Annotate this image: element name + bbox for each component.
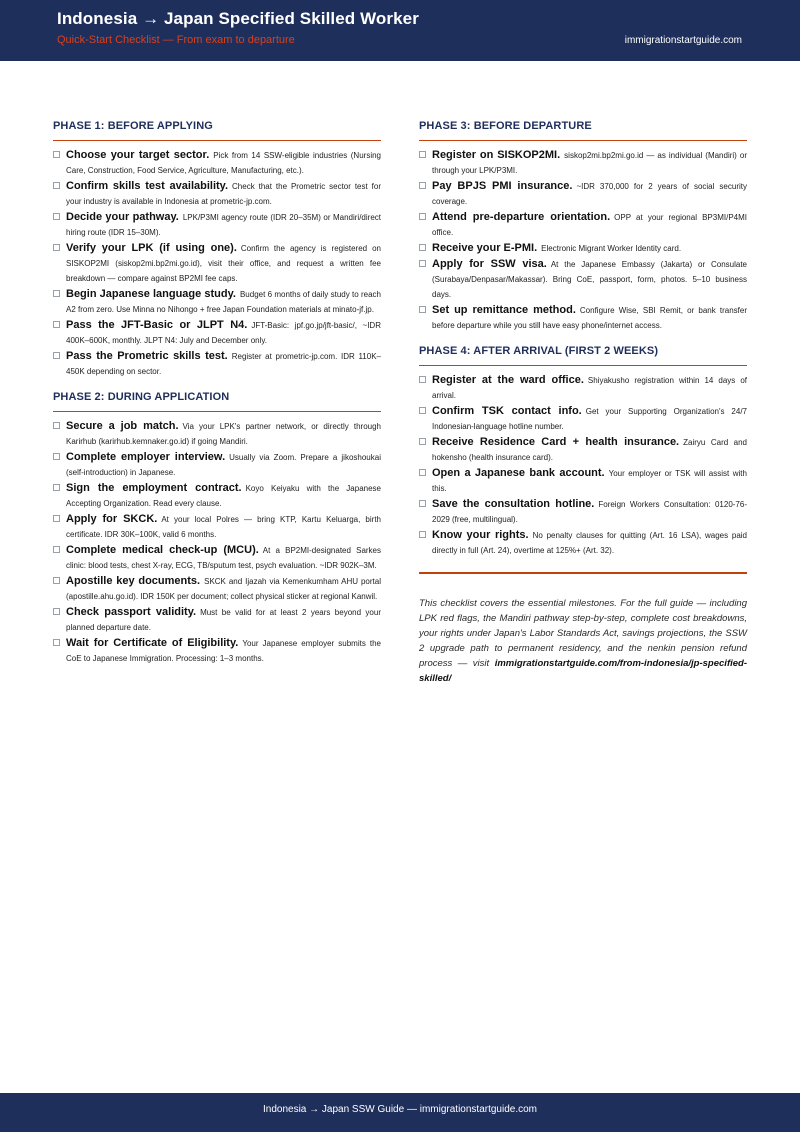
checklist-item-text: OPP at your regional BP3MI/P4MI office.: [432, 213, 748, 237]
checklist-item-text: Budget 6 months of daily study to reach A2 from zero. Use Minna no Nihongo + free Japan Foundation materials at minato-jf.jp.: [66, 290, 381, 314]
checkbox[interactable]: [53, 244, 60, 251]
checkbox[interactable]: [419, 407, 426, 414]
checklist-item-text: At a BP2MI-designated Sarkes clinic: blood tests, chest X-ray, ECG, TB/sputum test, psych evaluation. ~IDR 902K–3M.: [66, 546, 381, 570]
checklist-item-text: Your employer or TSK will assist with this.: [432, 469, 747, 493]
checklist-item-text: Koyo Keiyaku with the Japanese Accepting Organization. Read every clause.: [66, 484, 381, 508]
checklist-item-title: Register on SISKOP2MI.: [432, 149, 561, 161]
checklist-item: [419, 241, 747, 256]
checklist-item: [53, 287, 381, 317]
guide-link[interactable]: immigrationstartguide.com/from-indonesia/jp-specified-skilled/: [419, 658, 747, 684]
checklist-item-title: Know your rights.: [432, 529, 529, 541]
checklist-item: [53, 574, 381, 604]
checklist-item-title: Complete medical check-up (MCU).: [66, 544, 259, 556]
checklist-item-text: Check that the Prometric sector test for your industry is available in Indonesia at prometric-jp.com.: [66, 182, 382, 206]
checklist-item: [419, 210, 747, 240]
checkbox[interactable]: [53, 290, 60, 297]
phase-1-list: [53, 148, 381, 379]
checklist-item-title: Open a Japanese bank account.: [432, 467, 605, 479]
checklist-item-text: Zairyu Card and hokensho (health insurance card).: [432, 438, 748, 462]
checklist-item-title: Confirm TSK contact info.: [432, 405, 582, 417]
checkbox[interactable]: [53, 515, 60, 522]
right-column: [419, 114, 747, 686]
checklist-item-text: Your Japanese employer submits the CoE to Japanese Immigration. Processing: 1–3 months.: [66, 639, 381, 663]
checklist-item: [419, 179, 747, 209]
checklist-item-title: Receive your E-PMI.: [432, 242, 538, 254]
checklist-item-text: LPK/P3MI agency route (IDR 20–35M) or Mandiri/direct hiring route (IDR 15–30M).: [66, 213, 381, 237]
checklist-item-title: Attend pre-departure orientation.: [432, 211, 611, 223]
phase-4-heading: PHASE 4: AFTER ARRIVAL (FIRST 2 WEEKS): [419, 339, 747, 366]
checklist-item-title: Check passport validity.: [66, 606, 197, 618]
checkbox[interactable]: [53, 453, 60, 460]
checklist-item-title: Set up remittance method.: [432, 304, 576, 316]
checklist-item: [419, 373, 747, 403]
checklist-item: [419, 497, 747, 527]
checklist-item-title: Apostille key documents.: [66, 575, 201, 587]
checklist-item: [419, 404, 747, 434]
checkbox[interactable]: [53, 213, 60, 220]
checklist-item-text: Register at prometric-jp.com. IDR 110K–450K depending on sector.: [66, 352, 381, 376]
checklist-item-title: Save the consultation hotline.: [432, 498, 595, 510]
checklist-item: [53, 605, 381, 635]
section-divider: [419, 572, 747, 574]
closing-note: [419, 596, 747, 686]
checkbox[interactable]: [53, 352, 60, 359]
checklist-item-title: Decide your pathway.: [66, 211, 179, 223]
checklist-item-title: Complete employer interview.: [66, 451, 226, 463]
checklist-item-title: Receive Residence Card + health insurance.: [432, 436, 680, 448]
checklist-item: [53, 543, 381, 573]
checklist-item-text: Foreign Workers Consultation: 0120-76-2029 (free, multilingual).: [432, 500, 747, 524]
checklist-item: [53, 636, 381, 666]
footer-text: Indonesia → Japan SSW Guide — immigrationstartguide.com: [262, 1104, 537, 1115]
checklist-item: [419, 303, 747, 333]
checklist-item-title: Register at the ward office.: [432, 374, 584, 386]
checklist-item-text: No penalty clauses for quitting (Art. 16 LSA), wages paid directly in full (Art. 24), overtime at 125%+ (Art. 32).: [432, 531, 748, 555]
page-header: [0, 0, 800, 61]
closing-text: This checklist covers the essential milestones. For the full guide — including LPK red flags, the Mandiri pathway step-by-step, complete cost breakdowns, your rights under Japan's Labor Standards Act, savings projections, the SSW 2 upgrade path to permanent residency, and the nenkin pension refund process — visit: [419, 598, 747, 669]
checklist-item-title: Wait for Certificate of Eligibility.: [66, 637, 239, 649]
checklist-item-title: Apply for SKCK.: [66, 513, 158, 525]
checklist-item-text: Configure Wise, SBI Remit, or bank transfer before departure while you still have easy phone/internet access.: [432, 306, 747, 330]
phase-2-list: [53, 419, 381, 666]
checklist-item-title: Pay BPJS PMI insurance.: [432, 180, 573, 192]
checklist-item-text: Pick from 14 SSW-eligible industries (Nursing Care, Construction, Food Service, Agriculture, Manufacturing, etc.).: [66, 151, 381, 175]
checklist-item-text: At the Japanese Embassy (Jakarta) or Consulate (Surabaya/Denpasar/Makassar). Bring CoE, passport, form, photos. 5–10 business days.: [432, 260, 747, 299]
checklist-item: [419, 257, 747, 302]
checklist-item-title: Confirm skills test availability.: [66, 180, 229, 192]
checkbox[interactable]: [53, 151, 60, 158]
checkbox[interactable]: [53, 608, 60, 615]
checkbox[interactable]: [53, 639, 60, 646]
checklist-item-text: Confirm the agency is registered on SISKOP2MI (siskop2mi.bp2mi.go.id), visit their office, and request a written fee breakdown — compare against BP2MI fee caps.: [66, 244, 381, 283]
checklist-item: [53, 318, 381, 348]
checklist-item: [53, 179, 381, 209]
checkbox[interactable]: [419, 500, 426, 507]
page-footer: [0, 1093, 800, 1132]
checklist-item-title: Sign the employment contract.: [66, 482, 242, 494]
checkbox[interactable]: [419, 151, 426, 158]
checkbox[interactable]: [419, 438, 426, 445]
checklist-item-title: Secure a job match.: [66, 420, 179, 432]
checklist-item-title: Begin Japanese language study.: [66, 288, 236, 300]
checklist-item: [53, 349, 381, 379]
checklist-item-text: siskop2mi.bp2mi.go.id — as individual (Mandiri) or through your LPK/P3MI.: [432, 151, 747, 175]
phase-3-list: [419, 148, 747, 333]
checkbox[interactable]: [419, 260, 426, 267]
checklist-item-title: Choose your target sector.: [66, 149, 210, 161]
checkbox[interactable]: [53, 577, 60, 584]
checklist-item-text: Via your LPK's partner network, or directly through Karirhub (karirhub.kemnaker.go.id) if going Mandiri.: [66, 422, 381, 446]
checkbox[interactable]: [53, 484, 60, 491]
checkbox[interactable]: [419, 182, 426, 189]
header-site: immigrationstartguide.com: [624, 35, 742, 46]
checklist-item: [419, 528, 747, 558]
checklist-item-title: Apply for SSW visa.: [432, 258, 547, 270]
checkbox[interactable]: [419, 531, 426, 538]
checkbox[interactable]: [419, 244, 426, 251]
phase-1-heading: PHASE 1: BEFORE APPLYING: [53, 114, 381, 141]
checkbox[interactable]: [419, 469, 426, 476]
checklist-item-text: Get your Supporting Organization's 24/7 Indonesian-language hotline number.: [432, 407, 747, 431]
checklist-item: [53, 148, 381, 178]
page-title: Indonesia → Japan Specified Skilled Worker: [57, 9, 419, 28]
checkbox[interactable]: [419, 376, 426, 383]
checklist-item: [419, 148, 747, 178]
phase-3-heading: PHASE 3: BEFORE DEPARTURE: [419, 114, 747, 141]
checklist-item: [419, 466, 747, 496]
checklist-item-text: At your local Polres — bring KTP, Kartu Keluarga, birth certificate. IDR 30K–100K, valid 6 months.: [66, 515, 381, 539]
checkbox[interactable]: [53, 182, 60, 189]
checklist-item-text: Must be valid for at least 2 years beyond your planned departure date.: [66, 608, 381, 632]
checklist-item-title: Verify your LPK (if using one).: [66, 242, 237, 254]
checklist-item: [53, 512, 381, 542]
checklist-item-text: SKCK and Ijazah via Kemenkumham AHU portal (apostille.ahu.go.id). IDR 150K per document; collect physical sticker at regional Kanwil.: [66, 577, 381, 601]
checkbox[interactable]: [53, 321, 60, 328]
left-column: [53, 114, 381, 667]
phase-2-heading: PHASE 2: DURING APPLICATION: [53, 385, 381, 412]
checkbox[interactable]: [419, 213, 426, 220]
checklist-item-text: JFT-Basic: jpf.go.jp/jft-basic/, ~IDR 400K–600K, monthly. JLPT N4: July and December only.: [66, 321, 381, 345]
checklist-item-text: Shiyakusho registration within 14 days of arrival.: [432, 376, 748, 400]
page-subtitle: Quick-Start Checklist — From exam to departure: [57, 34, 295, 46]
checklist-item-text: ~IDR 370,000 for 2 years of social security coverage.: [432, 182, 747, 206]
checkbox[interactable]: [53, 546, 60, 553]
checklist-item: [53, 450, 381, 480]
phase-4-list: [419, 373, 747, 558]
checklist-item: [53, 241, 381, 286]
checklist-item-text: Electronic Migrant Worker Identity card.: [541, 244, 682, 253]
checklist-item: [53, 210, 381, 240]
checklist-item-title: Pass the JFT-Basic or JLPT N4.: [66, 319, 248, 331]
checklist-item: [53, 481, 381, 511]
checklist-item: [419, 435, 747, 465]
checklist-item-title: Pass the Prometric skills test.: [66, 350, 228, 362]
checklist-item: [53, 419, 381, 449]
checkbox[interactable]: [419, 306, 426, 313]
checklist-item-text: Usually via Zoom. Prepare a jikoshoukai (self-introduction) in Japanese.: [66, 453, 381, 477]
checkbox[interactable]: [53, 422, 60, 429]
